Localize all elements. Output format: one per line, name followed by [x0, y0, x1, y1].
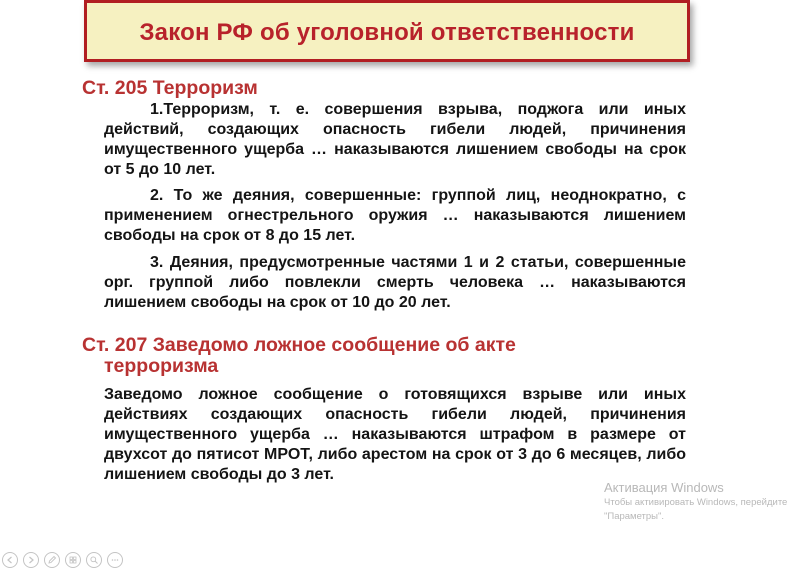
- article-207-heading-continued: терроризма: [104, 355, 219, 377]
- previous-icon[interactable]: [2, 552, 18, 568]
- windows-activation-watermark: [604, 480, 787, 524]
- activation-line-1: Чтобы активировать Windows, перейдите: [604, 497, 788, 508]
- title-banner: [84, 0, 690, 62]
- zoom-icon[interactable]: [86, 552, 102, 568]
- slide-title: Закон РФ об уголовной ответственности: [139, 19, 635, 46]
- slides-icon[interactable]: [65, 552, 81, 568]
- article-207-heading: Ст. 207 Заведомо ложное сообщение об акте: [82, 334, 516, 356]
- article-205-part-2: 2. То же деяния, совершенные: группой лиц, неоднократно, с применением огнестрельного оружия … наказываются лишением свободы на срок от 8 до 15 лет.: [104, 187, 686, 244]
- next-icon[interactable]: [23, 552, 39, 568]
- article-205-part-1: 1.Терроризм, т. е. совершения взрыва, поджога или иных действий, создающих опасность гибели людей, причинения имущественного ущерба … наказываются лишением свободы на срок от 5 до 10 лет.: [104, 101, 686, 178]
- article-205-part-3: 3. Деяния, предусмотренные частями 1 и 2 статьи, совершенные орг. группой либо повлекли смерть человека … наказываются лишением свободы на срок от 10 до 20 лет.: [104, 254, 686, 311]
- pen-icon[interactable]: [44, 552, 60, 568]
- more-icon[interactable]: [107, 552, 123, 568]
- article-205-heading: Ст. 205 Терроризм: [82, 77, 258, 99]
- slideshow-toolbar: [2, 552, 123, 568]
- activation-title: Активация Windows: [604, 480, 724, 495]
- activation-line-2: "Параметры".: [604, 511, 665, 522]
- article-207-text: Заведомо ложное сообщение о готовящихся взрыве или иных действиях создающих опасность гибели людей, причинения имущественного ущерба … наказываются штрафом в размере от двухсот до пятисот МРОТ, либо арестом на срок от 3 до 6 месяцев, либо лишением свободы до 3 лет.: [104, 386, 686, 483]
